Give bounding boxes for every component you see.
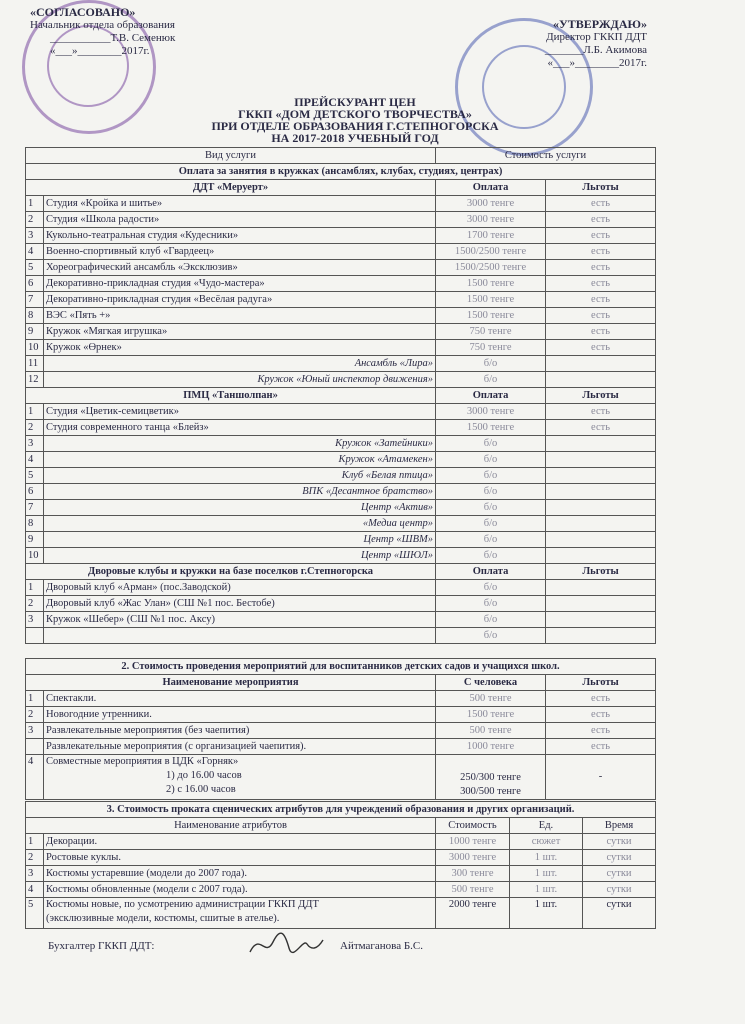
row-pay: 1500 тенге: [436, 292, 546, 308]
row-number: 5: [26, 468, 44, 484]
row-pay: б/о: [436, 548, 546, 564]
row-pay: б/о: [436, 596, 546, 612]
row-name: Ростовые куклы.: [44, 850, 436, 866]
accountant-name: Айтмаганова Б.С.: [340, 940, 424, 952]
row-pay: 500 тенге: [436, 723, 546, 739]
row-number: 11: [26, 356, 44, 372]
table-row: [26, 260, 656, 276]
table-row: [26, 755, 656, 800]
table-row: [26, 580, 656, 596]
table-header-row: [26, 818, 656, 834]
row-unit: 1 шт.: [510, 850, 583, 866]
agree-block: [30, 6, 260, 58]
table-header-row: [26, 148, 656, 164]
approve-title: «УТВЕРЖДАЮ»: [552, 17, 647, 31]
row-number: 4: [26, 452, 44, 468]
row-name: Студия «Школа радости»: [44, 212, 436, 228]
row-ben: есть: [546, 260, 656, 276]
price-table-clubs: [25, 147, 656, 644]
row-ben: [546, 612, 656, 628]
row-number: 12: [26, 372, 44, 388]
row-time: сутки: [583, 898, 656, 929]
row-number: 3: [26, 228, 44, 244]
row-name: ВЭС «Пять +»: [44, 308, 436, 324]
row-pay: б/о: [436, 516, 546, 532]
row-name: Кружок «Мягкая игрушка»: [44, 324, 436, 340]
row-number: 6: [26, 276, 44, 292]
row-number: 1: [26, 834, 44, 850]
row-pay: б/о: [436, 468, 546, 484]
table-row: [26, 484, 656, 500]
row-time: сутки: [583, 834, 656, 850]
table-row: [26, 212, 656, 228]
group-header-row: [26, 180, 656, 196]
row-name: Кружок «Өрнек»: [44, 340, 436, 356]
row-ben: есть: [546, 276, 656, 292]
row-ben: есть: [546, 228, 656, 244]
row-time: сутки: [583, 882, 656, 898]
row-ben: есть: [546, 707, 656, 723]
row-pay: 3000 тенге: [436, 196, 546, 212]
header-cell: С человека: [436, 675, 546, 691]
row-pay: 1500/2500 тенге: [436, 260, 546, 276]
row-number: 1: [26, 580, 44, 596]
row-number: 10: [26, 340, 44, 356]
doc-title: ПРЕЙСКУРАНТ ЦЕН: [294, 95, 416, 109]
signature-image: [245, 930, 325, 960]
table-row: [26, 866, 656, 882]
group-tansholpan-rows: [26, 404, 656, 564]
row-ben: [546, 452, 656, 468]
row-number: 1: [26, 196, 44, 212]
row-ben: [546, 580, 656, 596]
row-name: Кукольно-театральная студия «Кудесники»: [44, 228, 436, 244]
rental-rows: [26, 834, 656, 898]
group-meruert-rows: [26, 196, 656, 388]
row-ben: есть: [546, 739, 656, 755]
table-row: [26, 691, 656, 707]
row-name: Костюмы устаревшие (модели до 2007 года).: [44, 866, 436, 882]
table-row: [26, 548, 656, 564]
events-rows: [26, 691, 656, 755]
table-row: [26, 356, 656, 372]
row-name: Хореографический ансамбль «Эксклюзив»: [44, 260, 436, 276]
row-number: 2: [26, 707, 44, 723]
header-cell: Оплата: [436, 388, 546, 404]
header-cell: Стоимость услуги: [436, 148, 656, 164]
row-name: Дворовый клуб «Жас Улан» (СШ №1 пос. Бестобе): [44, 596, 436, 612]
row-pay: 1500 тенге: [436, 308, 546, 324]
table-row: [26, 452, 656, 468]
row-time: сутки: [583, 850, 656, 866]
row-pay: б/о: [436, 580, 546, 596]
row-unit: 1 шт.: [510, 882, 583, 898]
header-cell: Наименование атрибутов: [26, 818, 436, 834]
agree-line: ___________Т.В. Семенюк: [50, 32, 176, 44]
row-number: [26, 628, 44, 644]
header-cell: Льготы: [546, 564, 656, 580]
row-ben: [546, 548, 656, 564]
row-ben: [546, 628, 656, 644]
table-row: [26, 596, 656, 612]
row-ben: [546, 484, 656, 500]
row-pay: б/о: [436, 612, 546, 628]
row-pay: 1500 тенге: [436, 276, 546, 292]
doc-subtitle: НА 2017-2018 УЧЕБНЫЙ ГОД: [271, 131, 439, 145]
table-row: [26, 850, 656, 866]
table-row: [26, 898, 656, 929]
group-name: ПМЦ «Таншолпан»: [26, 388, 436, 404]
row-name: Спектакли.: [44, 691, 436, 707]
agree-line: «___»________2017г.: [50, 45, 150, 57]
row-number: 3: [26, 612, 44, 628]
row-unit: сюжет: [510, 834, 583, 850]
row-cost: 3000 тенге: [436, 850, 510, 866]
row-ben: есть: [546, 308, 656, 324]
row-number: 8: [26, 308, 44, 324]
row-name: Кружок «Юный инспектор движения»: [44, 372, 436, 388]
group-header-row: [26, 388, 656, 404]
group-name: ДДТ «Меруерт»: [26, 180, 436, 196]
row-name: Новогодние утренники.: [44, 707, 436, 723]
row-pay: б/о: [436, 500, 546, 516]
row-cost: 1000 тенге: [436, 834, 510, 850]
row-pay: 1500 тенге: [436, 420, 546, 436]
row-number: 5: [26, 260, 44, 276]
table-row: [26, 834, 656, 850]
row-pay: 750 тенге: [436, 340, 546, 356]
row-ben: [546, 436, 656, 452]
table-row: [26, 723, 656, 739]
row-ben: есть: [546, 212, 656, 228]
row-name: Клуб «Белая птица»: [44, 468, 436, 484]
row-pay: 1500/2500 тенге: [436, 244, 546, 260]
row-unit: 1 шт.: [510, 898, 583, 929]
row-pay: б/о: [436, 532, 546, 548]
header-cell: Время: [583, 818, 656, 834]
row-number: 8: [26, 516, 44, 532]
row-pay: 3000 тенге: [436, 212, 546, 228]
header-cell: Льготы: [546, 388, 656, 404]
price-value: 300/500 тенге: [460, 786, 521, 797]
price-table-rental: [25, 801, 656, 929]
header-cell: Вид услуги: [26, 148, 436, 164]
table-row: [26, 532, 656, 548]
row-ben: [546, 372, 656, 388]
row-ben: есть: [546, 196, 656, 212]
row-ben: есть: [546, 340, 656, 356]
row-ben: есть: [546, 691, 656, 707]
row-number: 10: [26, 548, 44, 564]
row-ben: [546, 468, 656, 484]
row-name: Декоративно-прикладная студия «Весёлая радуга»: [44, 292, 436, 308]
doc-subtitle: ПРИ ОТДЕЛЕ ОБРАЗОВАНИЯ Г.СТЕПНОГОРСКА: [211, 119, 499, 133]
row-pay: б/о: [436, 628, 546, 644]
row-ben: [546, 356, 656, 372]
event-option: 2) с 16.00 часов: [166, 784, 236, 795]
table-row: [26, 244, 656, 260]
row-pay: 750 тенге: [436, 324, 546, 340]
row-ben: есть: [546, 292, 656, 308]
agree-title: «СОГЛАСОВАНО»: [30, 5, 136, 19]
table-row: [26, 436, 656, 452]
header-cell: Льготы: [546, 675, 656, 691]
table-header-row: [26, 675, 656, 691]
table-row: [26, 882, 656, 898]
header-cell: Наименование мероприятия: [26, 675, 436, 691]
row-name: Кружок «Затейники»: [44, 436, 436, 452]
row-number: 3: [26, 866, 44, 882]
row-number: [26, 739, 44, 755]
table-row: [26, 612, 656, 628]
approve-line: «___»________2017г.: [547, 57, 647, 69]
row-name: ВПК «Десантное братство»: [44, 484, 436, 500]
row-cost: 500 тенге: [436, 882, 510, 898]
row-ben: есть: [546, 404, 656, 420]
row-name: Ансамбль «Лира»: [44, 356, 436, 372]
row-number: 6: [26, 484, 44, 500]
table-row: [26, 372, 656, 388]
group-yard-clubs-rows: [26, 580, 656, 644]
event-title: Совместные мероприятия в ЦДК «Горняк»: [46, 756, 239, 767]
row-name: Костюмы обновленные (модели с 2007 года).: [44, 882, 436, 898]
row-price: [436, 755, 546, 800]
table-row: [26, 340, 656, 356]
row-pay: б/о: [436, 372, 546, 388]
row-name: Центр «Актив»: [44, 500, 436, 516]
row-number: 1: [26, 404, 44, 420]
row-cost: 300 тенге: [436, 866, 510, 882]
row-number: 4: [26, 882, 44, 898]
table-row: [26, 500, 656, 516]
row-name: Студия «Кройка и шитье»: [44, 196, 436, 212]
table-row: [26, 292, 656, 308]
row-number: 7: [26, 292, 44, 308]
row-name: Военно-спортивный клуб «Гвардеец»: [44, 244, 436, 260]
table-row: [26, 468, 656, 484]
section-heading: Оплата за занятия в кружках (ансамблях, клубах, студиях, центрах): [26, 164, 656, 180]
row-pay: б/о: [436, 356, 546, 372]
row-cost: 2000 тенге: [436, 898, 510, 929]
group-name: Дворовые клубы и кружки на базе поселков г.Степногорска: [26, 564, 436, 580]
row-pay: 500 тенге: [436, 691, 546, 707]
row-number: 2: [26, 850, 44, 866]
header-cell: Оплата: [436, 564, 546, 580]
row-name: Студия современного танца «Блейз»: [44, 420, 436, 436]
item-name: Костюмы новые, по усмотрению администрации ГККП ДДТ: [46, 899, 319, 910]
row-name: «Медиа центр»: [44, 516, 436, 532]
row-name: [44, 628, 436, 644]
row-benefit: -: [546, 755, 656, 800]
header-cell: Оплата: [436, 180, 546, 196]
table-row: [26, 516, 656, 532]
table-row: [26, 276, 656, 292]
row-ben: [546, 500, 656, 516]
row-number: 4: [26, 755, 44, 800]
table-row: [26, 324, 656, 340]
approve-line: Директор ГККП ДДТ: [546, 31, 647, 43]
row-pay: б/о: [436, 452, 546, 468]
row-name: Центр «ШВМ»: [44, 532, 436, 548]
row-name: Декоративно-прикладная студия «Чудо-мастера»: [44, 276, 436, 292]
row-ben: есть: [546, 420, 656, 436]
row-number: 2: [26, 212, 44, 228]
row-name: Кружок «Шебер» (СШ №1 пос. Аксу): [44, 612, 436, 628]
row-number: 9: [26, 532, 44, 548]
row-ben: [546, 516, 656, 532]
price-table-events: [25, 658, 656, 800]
row-name: [44, 898, 436, 929]
table-row: [26, 228, 656, 244]
row-number: 2: [26, 596, 44, 612]
approve-block: [437, 18, 647, 70]
row-name: Развлекательные мероприятия (без чаепития): [44, 723, 436, 739]
row-name: [44, 755, 436, 800]
row-ben: [546, 532, 656, 548]
price-value: 250/300 тенге: [460, 772, 521, 783]
table-row: [26, 628, 656, 644]
row-pay: 3000 тенге: [436, 404, 546, 420]
row-ben: [546, 596, 656, 612]
row-number: 4: [26, 244, 44, 260]
row-number: 7: [26, 500, 44, 516]
row-pay: б/о: [436, 484, 546, 500]
group-header-row: [26, 564, 656, 580]
row-name: Центр «ШЮЛ»: [44, 548, 436, 564]
row-pay: б/о: [436, 436, 546, 452]
row-ben: есть: [546, 324, 656, 340]
row-name: Дворовый клуб «Арман» (пос.Заводской): [44, 580, 436, 596]
row-number: 9: [26, 324, 44, 340]
row-name: Декорации.: [44, 834, 436, 850]
row-ben: есть: [546, 723, 656, 739]
row-name: Студия «Цветик-семицветик»: [44, 404, 436, 420]
row-pay: 1500 тенге: [436, 707, 546, 723]
accountant-label: Бухгалтер ГККП ДДТ:: [48, 940, 155, 952]
approve-line: _______Л.Б. Акимова: [544, 44, 647, 56]
row-number: 3: [26, 436, 44, 452]
header-cell: Льготы: [546, 180, 656, 196]
section-heading: 3. Стоимость проката сценических атрибутов для учреждений образования и других организаций.: [26, 802, 656, 818]
row-name: Развлекательные мероприятия (с организацией чаепития).: [44, 739, 436, 755]
agree-line: Начальник отдела образования: [30, 19, 175, 31]
row-pay: 1000 тенге: [436, 739, 546, 755]
table-row: [26, 196, 656, 212]
table-row: [26, 739, 656, 755]
row-number: 5: [26, 898, 44, 929]
row-unit: 1 шт.: [510, 866, 583, 882]
header-cell: Ед.: [510, 818, 583, 834]
row-time: сутки: [583, 866, 656, 882]
row-name: Кружок «Атамекен»: [44, 452, 436, 468]
item-name: (эксклюзивные модели, костюмы, сшитые в ателье).: [46, 913, 280, 924]
row-number: 2: [26, 420, 44, 436]
table-row: [26, 404, 656, 420]
header-cell: Стоимость: [436, 818, 510, 834]
table-row: [26, 308, 656, 324]
row-number: 3: [26, 723, 44, 739]
event-option: 1) до 16.00 часов: [166, 770, 242, 781]
table-row: [26, 707, 656, 723]
row-pay: 1700 тенге: [436, 228, 546, 244]
table-row: [26, 420, 656, 436]
section-heading: 2. Стоимость проведения мероприятий для воспитанников детских садов и учащихся школ.: [26, 659, 656, 675]
row-ben: есть: [546, 244, 656, 260]
doc-subtitle: ГККП «ДОМ ДЕТСКОГО ТВОРЧЕСТВА»: [238, 107, 472, 121]
row-number: 1: [26, 691, 44, 707]
